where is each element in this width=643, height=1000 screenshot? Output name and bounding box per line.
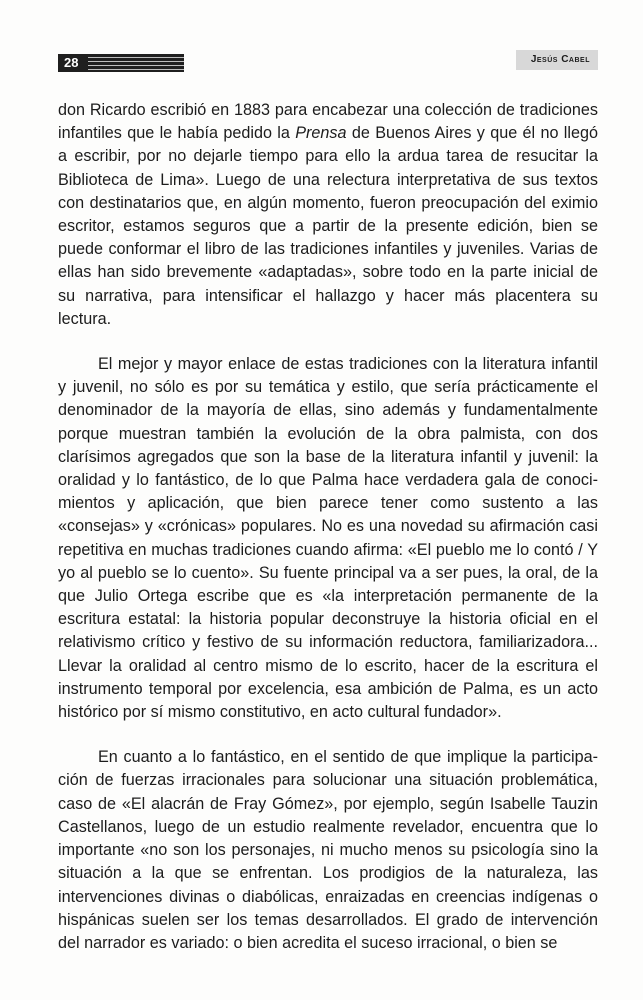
- paragraph-1-before: don Ricardo escribió en 1883 para encabezar una colección de tradiciones infantiles que le había pedido la: [58, 101, 598, 143]
- page-header: [58, 48, 598, 74]
- page-number: 28: [64, 55, 79, 70]
- newspaper-title: Prensa: [295, 124, 347, 143]
- paragraph-1-after: de Buenos Aires y que él no llegó a escribir, por no dejarle tiempo para ello la ardua tarea de resucitar la Biblioteca de Lima». Luego de una relectura interpretativa de sus textos con destinatarios que, en algún momento, fueron preocupación del eximio escritor, estamos seguros que a partir de la presente edición, bien se puede conformar el libro de las tradiciones infantiles y juveniles. Varias de ellas han sido brevemente «adaptadas», sobre todo en la parte inicial de su narrativa, para intensificar el hallazgo y hacer más placentera su lectura.: [58, 124, 599, 328]
- body-text: [58, 99, 598, 955]
- running-head-box: [516, 50, 598, 70]
- paragraph-1: [58, 99, 598, 331]
- paragraph-3: En cuanto a lo fantástico, en el sentido de que implique la participación de fuerzas irracionales para solucionar una situación problemática, caso de «El alacrán de Fray Gómez», por ejemplo, según Isabelle Tauzin Castellanos, luego de un estudio realmente revelador, encuentra que lo importante «no son los personajes, ni mucho menos su psicología sino la situación a la que se enfrentan. Los prodigios de la naturaleza, las intervenciones divinas o diabólicas, enraizadas en creencias indígenas o hispánicas suelen ser los temas desarrollados. El grado de intervención del narrador es variado: o bien acredita el suceso irracional, o bien se: [58, 748, 598, 952]
- running-head: Jesús Cabel: [530, 54, 590, 65]
- paragraph-2: El mejor y mayor enlace de estas tradiciones con la literatura infantil y juvenil, no sólo es por su temática y estilo, que sería prácticamente el denominador de la mayoría de ellas, sino además y fundamentalmente porque muestran también la evolución de la obra palmista, con dos clarísimos agregados que son la base de la literatura infantil y juvenil: la oralidad y lo fantástico, de lo que Palma hace verdadera gala de conocimientos y aplicación, que bien parece tener como sustento a las «consejas» y «crónicas» populares. No es una novedad su afirmación casi repetitiva en muchas tradiciones cuando afirma: «El pueblo me lo contó / Y yo al pueblo se lo cuento». Su fuente principal va a ser pues, la oral, de la que Julio Ortega escribe que es «la interpretación permanente de la escritura estatal: la historia popular deconstruye la historia oficial en el relativismo crítico y festivo de su información reductora, familiarizadora... Llevar la oralidad al centro mismo de lo escrito, hacer de la escritura el instrumento temporal por excelencia, esa ambición de Palma, es un acto histórico por sí mismo constitutivo, en acto cultural fundador».: [58, 355, 598, 722]
- page-number-bar: [58, 54, 184, 72]
